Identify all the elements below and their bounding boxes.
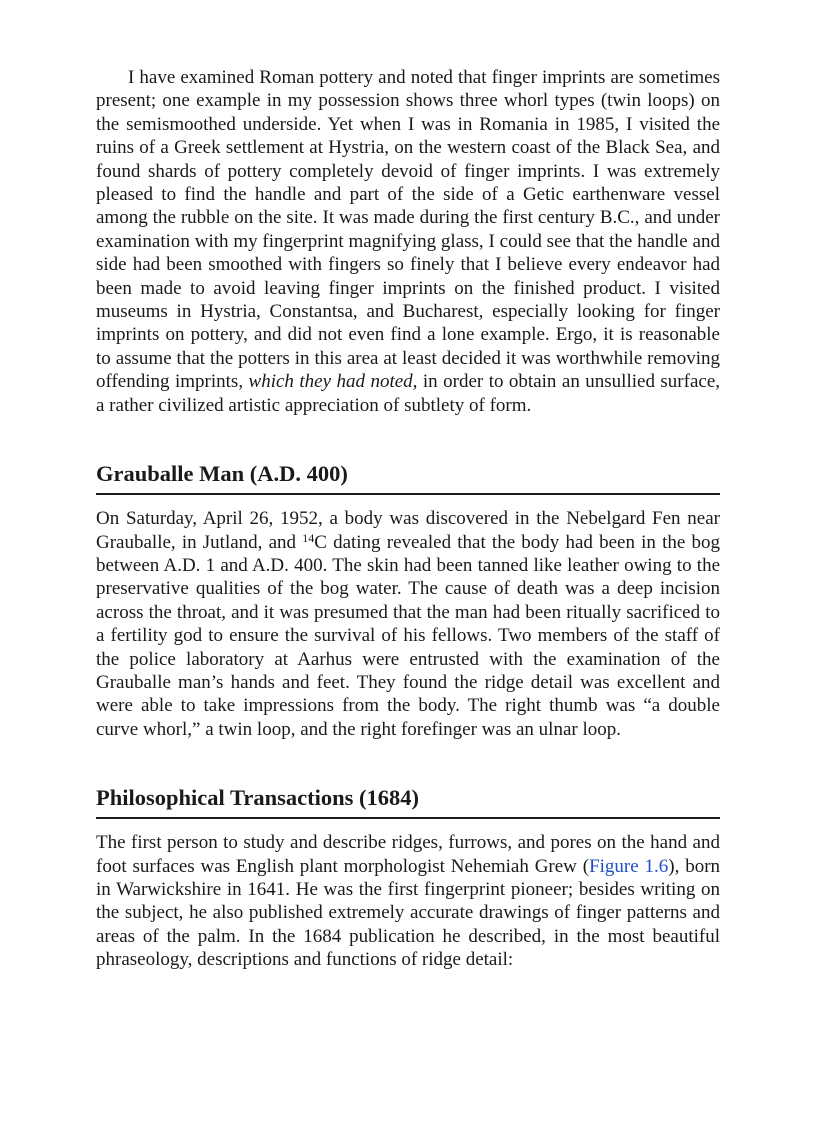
section-heading-philosophical-transactions: Philosophical Transactions (1684) <box>96 784 720 819</box>
paragraph-text: On Saturday, April 26, 1952, a body was discovered in the Nebelgard Fen near Grauballe, in Jutland, and <box>96 508 720 553</box>
paragraph-text: I have examined Roman pottery and noted that finger imprints are sometimes present; one example in my possession shows three whorl types (twin loops) on the semismoothed underside. Yet when I was in Romania in 1985, I visited the ruins of a Greek settlement at Hystria, on the western coast of the Black Sea, and found shards of pottery completely devoid of finger imprints. I was extremely pleased to find the handle and part of the side of a Getic earthenware vessel among the rubble on the site. It was made during the first century B.C., and under examination with my fingerprint magnifying glass, I could see that the handle and side had been smoothed with fingers so finely that I believe every endeavor had been made to avoid leaving finger imprints on the finished product. I visited museums in Hystria, Constantsa, and Bucharest, especially looking for finger imprints on pottery, and did not even find a lone example. Ergo, it is reasonable to assume that the potters in this area at least decided it was worthwhile removing offending imprints, <box>96 67 720 393</box>
emphasized-text: which they had noted, <box>248 371 418 393</box>
paragraph-text: The first person to study and describe ridges, furrows, and pores on the hand and foot surfaces was English plant morphologist Nehemiah Grew ( <box>96 832 720 877</box>
paragraph-roman-pottery <box>96 66 720 417</box>
paragraph-text: ), born in Warwickshire in 1641. He was the first fingerprint pioneer; besides writing on the subject, he also published extremely accurate drawings of finger patterns and areas of the palm. In the 1684 publication he described, in the most beautiful phraseology, descriptions and functions of ridge detail: <box>96 855 721 971</box>
superscript-14: 14 <box>302 530 315 545</box>
paragraph-text: C dating revealed that the body had been in the bog between A.D. 1 and A.D. 400. The skin had been tanned like leather owing to the preservative qualities of the bog water. The cause of death was a deep incision across the throat, and it was presumed that the man had been ritually sacrificed to a fertility god to ensure the survival of his fellows. Two members of the staff of the police laboratory at Aarhus were entrusted with the examination of the Grauballe man’s hands and feet. They found the ridge detail was excellent and were able to take impressions from the body. The right thumb was “a double curve whorl,” a twin loop, and the right forefinger was an ulnar loop. <box>96 531 720 740</box>
figure-1-6-link[interactable]: Figure 1.6 <box>589 855 669 877</box>
paragraph-grauballe-man <box>96 507 720 741</box>
paragraph-text: in order to obtain an unsullied surface, a rather civilized artistic appreciation of subtlety of form. <box>96 371 721 416</box>
section-heading-grauballe-man: Grauballe Man (A.D. 400) <box>96 460 720 495</box>
page-content <box>96 66 720 972</box>
paragraph-philosophical-transactions <box>96 831 720 971</box>
